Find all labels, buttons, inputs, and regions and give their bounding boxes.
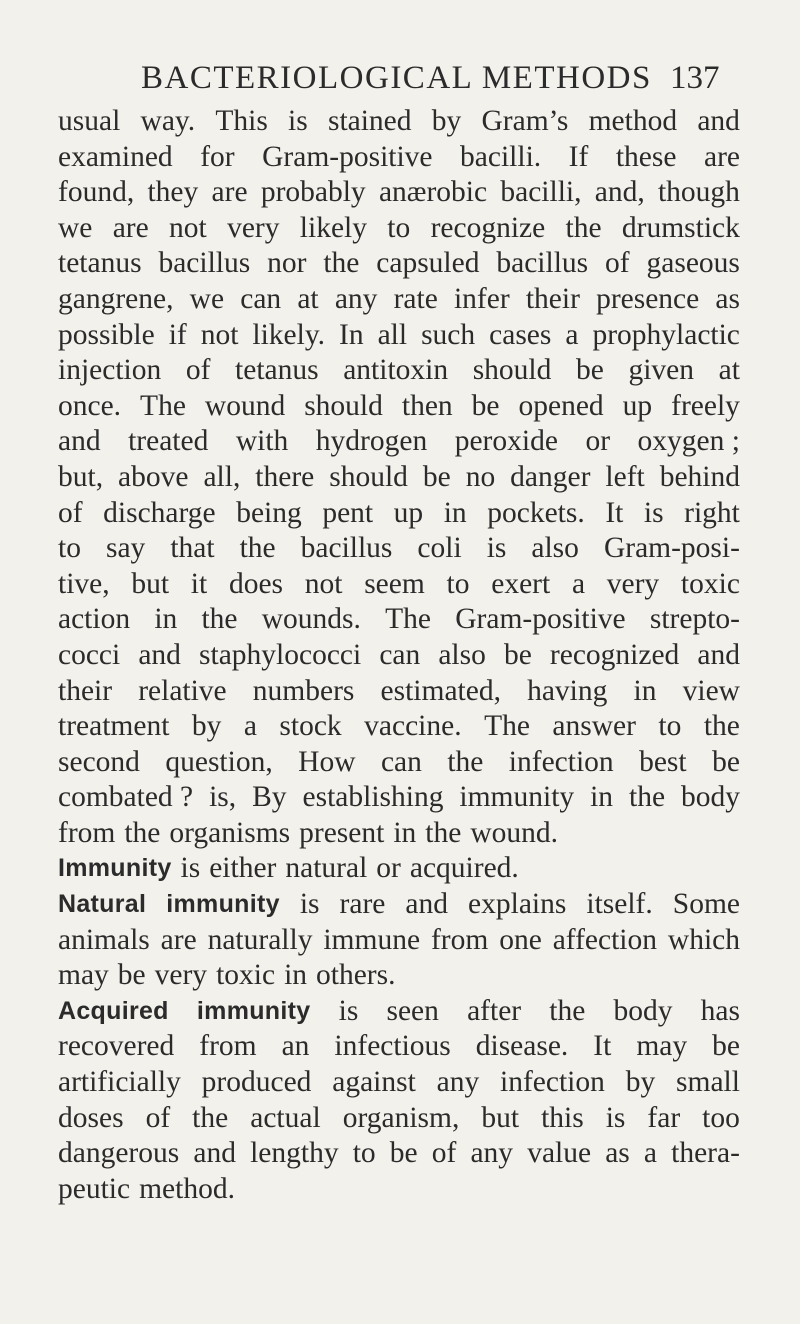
text-line [58, 780, 740, 816]
word: vaccine. [364, 710, 462, 743]
text-line [58, 460, 740, 496]
word: of [605, 247, 630, 280]
text-line [58, 638, 740, 674]
word: the [447, 745, 484, 778]
text-line [58, 140, 740, 176]
word: given [628, 354, 694, 387]
word: seem [364, 567, 425, 600]
word: infection [508, 745, 614, 778]
text-line [58, 887, 740, 923]
word: a [643, 1137, 657, 1170]
word: cases [489, 318, 552, 351]
word: The [140, 389, 186, 422]
word: explains [468, 888, 567, 921]
word: but, [58, 460, 104, 493]
word: peroxide [454, 425, 558, 458]
word: others. [316, 959, 396, 992]
word: from [199, 1030, 257, 1063]
word: answer [552, 710, 636, 743]
word: are [160, 923, 197, 956]
word: that [170, 532, 215, 565]
word: likely [299, 211, 367, 244]
word: does [228, 567, 284, 600]
word: are [112, 211, 149, 244]
word: and [138, 638, 181, 671]
word: best [639, 745, 687, 778]
word: of [431, 1137, 457, 1170]
word: as [605, 1137, 630, 1170]
word: there [255, 460, 315, 493]
word: is [299, 888, 320, 921]
word: one [499, 923, 542, 956]
word: in [154, 603, 178, 636]
word: dangerous [58, 1137, 180, 1170]
text-line [58, 709, 740, 745]
word: either [209, 852, 277, 885]
word: be [422, 460, 451, 493]
word: How [298, 745, 356, 778]
word: can [240, 282, 282, 315]
word: bacillus [158, 247, 251, 280]
text-line [58, 994, 740, 1030]
word: be [471, 389, 500, 422]
word: being [236, 496, 302, 529]
run-in-heading-word: immunity [166, 890, 280, 919]
word: all, [203, 460, 241, 493]
running-title: BACTERIOLOGICAL METHODS [141, 60, 652, 96]
page-number: 137 [670, 60, 720, 96]
word: seen [386, 994, 439, 1027]
word: recognized [549, 638, 680, 671]
text-line [58, 282, 740, 318]
word: Some [672, 888, 740, 921]
word: any [470, 1137, 514, 1170]
word: combated ? [58, 781, 194, 814]
word: artificially [58, 1066, 181, 1099]
word: probably [260, 176, 366, 209]
text-line [58, 424, 740, 460]
word: a [565, 318, 579, 351]
word: to [387, 211, 411, 244]
word: or [376, 852, 401, 885]
word: method [588, 105, 678, 137]
word: opened [518, 389, 604, 422]
word: of [58, 496, 83, 529]
word: the [124, 816, 161, 849]
word: the [703, 710, 740, 743]
word: and [697, 638, 740, 671]
text-line [58, 211, 740, 247]
word: possible [58, 318, 155, 351]
word: is [288, 105, 308, 137]
word: having [527, 674, 608, 707]
word: should [472, 354, 552, 387]
word: the [192, 1101, 229, 1134]
word: infectious [334, 1030, 451, 1063]
word: wound [204, 389, 286, 422]
word: affection [552, 923, 657, 956]
word: very [154, 959, 208, 992]
word: peutic [58, 1172, 131, 1205]
text-line [58, 175, 740, 211]
word: also [531, 532, 579, 565]
word: of [145, 1101, 171, 1134]
word: recognize [430, 211, 546, 244]
word: bacillus [496, 247, 589, 280]
word: Gram-positive [455, 603, 626, 636]
word: and [405, 888, 449, 921]
word: with [235, 425, 289, 458]
word: gangrene, [58, 282, 174, 315]
word: should [304, 389, 383, 422]
word: right [684, 496, 740, 529]
word: the [565, 211, 602, 244]
word: infer [453, 282, 510, 315]
word: usual [58, 105, 121, 137]
word: may [58, 959, 109, 992]
text-line [58, 602, 740, 638]
word: stained [327, 105, 412, 137]
word: the [323, 247, 360, 280]
word: be [503, 638, 532, 671]
word: the [425, 816, 462, 849]
word: or [585, 425, 611, 458]
text-line [58, 923, 740, 959]
word: once. [58, 389, 122, 422]
word: also [438, 638, 486, 671]
text-line [58, 1172, 740, 1208]
word: to [446, 567, 470, 600]
word: may [636, 1030, 688, 1063]
text-line [58, 851, 740, 887]
word: can [380, 745, 422, 778]
word: treated [128, 425, 209, 458]
word: way. [140, 105, 196, 137]
word: to [658, 710, 682, 743]
word: from [58, 816, 116, 849]
word: method. [139, 1172, 235, 1205]
word: no [465, 460, 496, 493]
word: in [633, 674, 657, 707]
word: The [385, 603, 432, 636]
word: up [393, 496, 424, 529]
word: for [200, 140, 235, 173]
word: in [443, 496, 467, 529]
text-line [58, 745, 740, 781]
word: found, [58, 176, 135, 209]
text-line [58, 958, 740, 994]
text-line [58, 674, 740, 710]
text-line [58, 1029, 740, 1065]
word: value [527, 1137, 592, 1170]
word: these [615, 140, 677, 173]
word: It [605, 496, 624, 529]
word: If [568, 140, 589, 173]
word: is [605, 1101, 626, 1134]
word: natural [285, 852, 368, 885]
word: drumstick [621, 211, 740, 244]
word: stock [279, 710, 342, 743]
word: but [131, 567, 170, 600]
word: immune [323, 923, 421, 956]
word: By [252, 781, 287, 814]
word: above [118, 460, 189, 493]
word: nor [267, 247, 307, 280]
word: very [606, 567, 660, 600]
word: is, [209, 781, 237, 814]
word: the [629, 781, 666, 814]
word: an [281, 1030, 310, 1063]
word: gaseous [646, 247, 740, 280]
word: is [643, 496, 664, 529]
word: can [379, 638, 421, 671]
word: The [484, 710, 530, 743]
word: by [431, 105, 462, 137]
word: the [549, 994, 586, 1027]
word: bacillus [300, 532, 393, 565]
word: to [352, 1137, 376, 1170]
word: organisms [169, 816, 291, 849]
text-line [58, 496, 740, 532]
word: this [541, 1101, 584, 1134]
text-line [58, 531, 740, 567]
word: is [338, 994, 359, 1027]
word: from [430, 923, 489, 956]
word: itself. [586, 888, 653, 921]
word: against [332, 1066, 416, 1099]
word: if [168, 318, 187, 351]
word: In [339, 318, 364, 351]
word: say [105, 532, 146, 565]
word: body [681, 781, 740, 814]
text-line [58, 353, 740, 389]
word: then [401, 389, 453, 422]
word: up [622, 389, 653, 422]
text-line [58, 567, 740, 603]
word: has [700, 994, 740, 1027]
word: small [676, 1066, 740, 1099]
word: cocci [58, 638, 121, 671]
word: far [647, 1101, 681, 1134]
word: are [211, 176, 248, 209]
text-line [58, 246, 740, 282]
word: in [393, 816, 417, 849]
word: any [334, 282, 378, 315]
word: behind [659, 460, 740, 493]
text-line [58, 318, 740, 354]
word: second [58, 745, 140, 778]
word: be [712, 745, 740, 778]
word: freely [671, 389, 740, 422]
word: at [297, 282, 319, 315]
word: infection [500, 1066, 605, 1099]
word: but [481, 1101, 520, 1134]
word: animals [58, 923, 150, 956]
word: a [243, 710, 257, 743]
word: injection [58, 354, 162, 387]
word: Gram-positive [262, 140, 433, 173]
text-line [58, 389, 740, 425]
text-line [58, 1065, 740, 1101]
word: naturally [207, 923, 313, 956]
word: and [697, 105, 740, 137]
word: wounds. [261, 603, 361, 636]
word: immunity [459, 781, 575, 814]
word: anærobic [378, 176, 488, 209]
text-line [58, 1136, 740, 1172]
word: strepto- [649, 603, 740, 636]
word: staphylococci [199, 638, 362, 671]
word: It [593, 1030, 612, 1063]
word: numbers [252, 674, 355, 707]
word: rare [339, 888, 386, 921]
word: recovered [58, 1030, 175, 1063]
word: a [571, 567, 586, 600]
word: the [239, 532, 276, 565]
word: hydrogen [315, 425, 428, 458]
word: doses [58, 1101, 124, 1134]
word: in [284, 959, 308, 992]
word: oxygen ; [637, 425, 740, 458]
word: by [625, 1066, 656, 1099]
word: capsuled [376, 247, 480, 280]
word: tive, [58, 567, 110, 600]
word: and, [594, 176, 645, 209]
text-line [58, 104, 740, 140]
run-in-heading-word: Natural [58, 890, 147, 919]
word: danger [510, 460, 591, 493]
word: present [299, 816, 385, 849]
word: it [190, 567, 208, 600]
word: be [712, 1030, 740, 1063]
word: establishing [302, 781, 444, 814]
word: bacilli, [500, 176, 582, 209]
word: disease. [475, 1030, 569, 1063]
word: is [180, 852, 201, 885]
word: to [58, 532, 81, 565]
word: tetanus [58, 247, 142, 280]
word: which [667, 923, 740, 956]
word: as [715, 282, 740, 315]
word: such [421, 318, 476, 351]
word: after [467, 994, 522, 1027]
word: prophylactic [592, 318, 740, 351]
word: though [657, 176, 740, 209]
word: not [169, 211, 207, 244]
word: discharge [103, 496, 216, 529]
word: all [377, 318, 408, 351]
body-text [58, 104, 740, 1207]
word: exert [491, 567, 551, 600]
text-line [58, 816, 740, 852]
word: action [58, 603, 131, 636]
word: produced [201, 1066, 312, 1099]
word: be [389, 1137, 418, 1170]
word: pockets. [487, 496, 585, 529]
run-in-heading-word: immunity [196, 996, 311, 1025]
word: toxic [680, 567, 740, 600]
word: treatment [58, 710, 170, 743]
word: very [227, 211, 280, 244]
word: are [703, 140, 740, 173]
word: estimated, [380, 674, 501, 707]
word: tetanus [235, 354, 319, 387]
word: by [191, 710, 222, 743]
word: thera- [671, 1137, 740, 1170]
word: the [201, 603, 238, 636]
run-in-heading-word: Immunity [58, 854, 172, 883]
word: rate [393, 282, 438, 315]
word: coli [417, 532, 462, 565]
word: wound. [470, 816, 559, 849]
word: we [58, 211, 93, 244]
word: should [329, 460, 408, 493]
word: actual [250, 1101, 321, 1134]
word: organism, [342, 1101, 460, 1134]
word: examined [58, 140, 173, 173]
word: toxic [216, 959, 276, 992]
word: any [436, 1066, 480, 1099]
word: acquired. [409, 852, 519, 885]
word: is [486, 532, 507, 565]
run-in-heading-word: Acquired [58, 996, 169, 1025]
word: presence [596, 282, 700, 315]
word: in [590, 781, 614, 814]
word: and [58, 425, 101, 458]
word: left [605, 460, 645, 493]
word: their [58, 674, 113, 707]
word: lengthy [250, 1137, 339, 1170]
word: pent [322, 496, 374, 529]
word: be [576, 354, 604, 387]
word: antitoxin [343, 354, 449, 387]
word: we [189, 282, 225, 315]
word: bacilli. [460, 140, 542, 173]
word: not [200, 318, 239, 351]
word: Gram-posi- [603, 532, 740, 565]
word: relative [138, 674, 227, 707]
word: likely. [252, 318, 326, 351]
word: Gram’s [481, 105, 569, 137]
word: not [304, 567, 343, 600]
word: at [718, 354, 740, 387]
word: body [613, 994, 673, 1027]
text-line [58, 1101, 740, 1137]
word: they [147, 176, 199, 209]
word: This [215, 105, 268, 137]
word: their [525, 282, 580, 315]
word: too [702, 1101, 740, 1134]
word: view [682, 674, 740, 707]
word: of [185, 354, 211, 387]
word: and [193, 1137, 236, 1170]
running-head [0, 56, 800, 100]
word: question, [165, 745, 273, 778]
word: be [117, 959, 146, 992]
